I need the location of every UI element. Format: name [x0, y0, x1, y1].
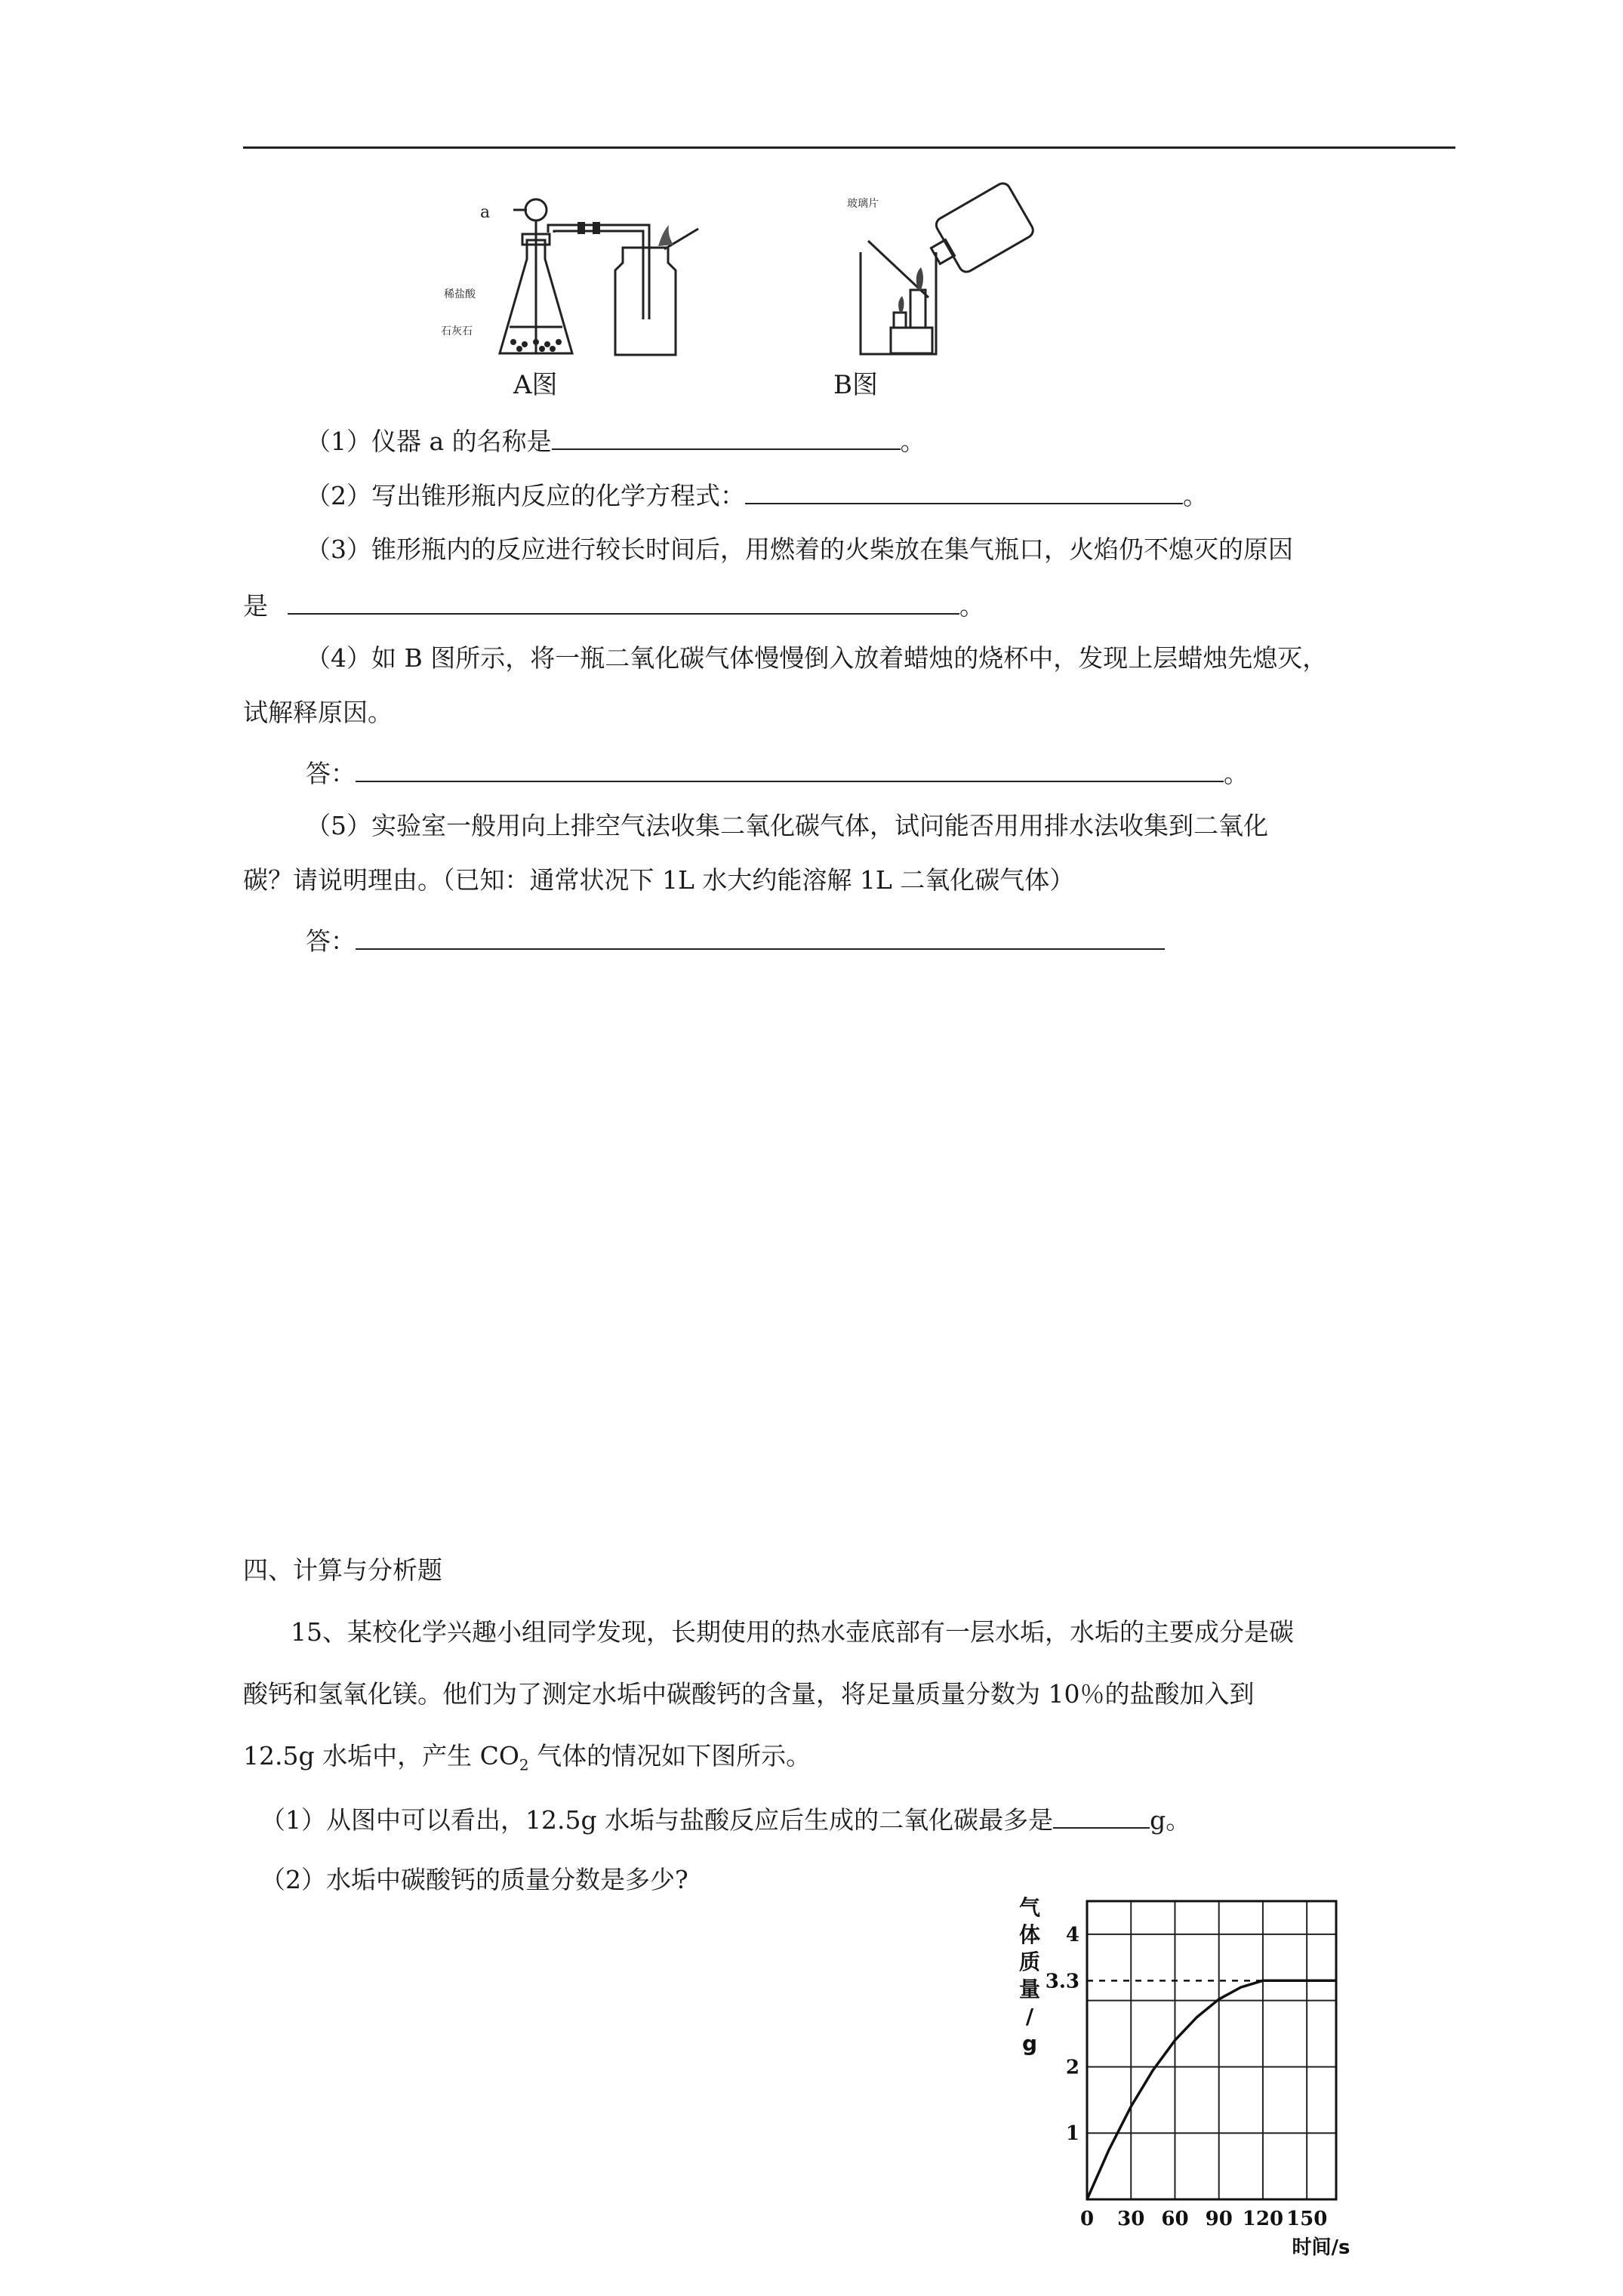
q5-answer-blank[interactable] — [356, 923, 1165, 950]
q5-line2: 碳？请说明理由。（已知：通常状况下 1L 水大约能溶解 1L 二氧化碳气体） — [243, 865, 1075, 895]
q4-line2: 试解释原因。 — [243, 698, 393, 727]
y-axis-label-char: 体 — [1018, 1922, 1041, 1947]
y-tick-label: 4 — [1065, 1923, 1079, 1946]
series-line-0 — [1087, 1980, 1336, 2199]
label-a: a — [480, 203, 491, 222]
plot-frame — [1087, 1901, 1336, 2199]
x-tick-label: 30 — [1117, 2208, 1145, 2230]
x-tick-label: 120 — [1242, 2208, 1284, 2230]
x-tick-label: 60 — [1161, 2208, 1189, 2230]
label-acid: 稀盐酸 — [444, 288, 476, 300]
y-axis-label-char: 量 — [1018, 1977, 1041, 2002]
x-tick-label: 90 — [1205, 2208, 1233, 2230]
figure-a-caption: A图 — [513, 370, 558, 400]
y-tick-label: 1 — [1065, 2122, 1079, 2146]
figure-b-beaker — [845, 184, 1027, 362]
q5-answer-label: 答： — [306, 926, 356, 956]
q2-text: （2）写出锥形瓶内反应的化学方程式： — [306, 481, 745, 510]
q15-line3-sub: 2 — [519, 1755, 529, 1774]
y-tick-label: 2 — [1065, 2056, 1079, 2079]
x-axis-label: 时间/s — [1292, 2236, 1350, 2259]
q2 — [306, 477, 1208, 513]
q15-line2: 酸钙和氢氧化镁。他们为了测定水垢中碳酸钙的含量，将足量质量分数为 10％的盐酸加入到 — [243, 1679, 1255, 1709]
q15-sub1-text: （1）从图中可以看出，12.5g 水垢与盐酸反应后生成的二氧化碳最多是 — [260, 1805, 1054, 1835]
q4-line1: （4）如 B 图所示，将一瓶二氧化碳气体慢慢倒入放着蜡烛的烧杯中，发现上层蜡烛先熄灭， — [306, 643, 1328, 673]
x-tick-label: 150 — [1286, 2208, 1328, 2230]
q2-answer-blank[interactable] — [745, 477, 1183, 504]
section4-title: 四、计算与分析题 — [243, 1555, 442, 1585]
co2-mass-chart — [1012, 1880, 1359, 2259]
q4-answer-label: 答： — [306, 759, 356, 788]
y-axis-label-char: 气 — [1018, 1895, 1041, 1920]
q15-line3-post: 气体的情况如下图所示。 — [528, 1741, 812, 1771]
q4-answer-blank[interactable] — [356, 755, 1224, 782]
y-axis-label-char: / — [1025, 2004, 1034, 2029]
y-tick-label: 3.3 — [1045, 1970, 1079, 1993]
q4-answer — [306, 755, 1249, 791]
q5-answer — [306, 923, 1165, 958]
q15-line3 — [243, 1740, 811, 1782]
q3-line2-start: 是 — [243, 591, 268, 621]
figure-a-apparatus — [438, 187, 717, 368]
y-axis-label-char: 质 — [1018, 1949, 1041, 1974]
q3-line1: （3）锥形瓶内的反应进行较长时间后，用燃着的火柴放在集气瓶口，火焰仍不熄灭的原因 — [306, 535, 1293, 564]
header-rule — [243, 146, 1455, 149]
q15-sub1 — [260, 1801, 1190, 1837]
q15-line1: 15、某校化学兴趣小组同学发现，长期使用的热水壶底部有一层水垢，水垢的主要成分是碳 — [291, 1617, 1294, 1647]
x-tick-label: 0 — [1079, 2208, 1095, 2230]
q5-line1: （5）实验室一般用向上排空气法收集二氧化碳气体，试问能否用用排水法收集到二氧化 — [306, 811, 1268, 840]
label-glass: 玻璃片 — [847, 198, 879, 210]
q15-sub1-end: g。 — [1150, 1805, 1191, 1835]
q3-answer-blank[interactable] — [288, 587, 959, 615]
q1-text: （1）仪器 a 的名称是 — [306, 427, 552, 456]
figure-b-caption: B图 — [833, 370, 878, 400]
q15-sub2: （2）水垢中碳酸钙的质量分数是多少? — [260, 1865, 688, 1894]
q1-end: 。 — [900, 427, 925, 456]
y-axis-label-char: g — [1021, 2031, 1038, 2056]
q2-end: 。 — [1183, 481, 1208, 510]
label-limestone: 石灰石 — [441, 325, 473, 337]
q1 — [306, 423, 925, 458]
q15-sub1-blank[interactable] — [1053, 1801, 1150, 1829]
q1-answer-blank[interactable] — [552, 423, 901, 450]
q3-end: 。 — [959, 591, 984, 621]
q3-line2 — [243, 587, 984, 623]
q15-line3-pre: 12.5g 水垢中，产生 CO — [243, 1741, 519, 1771]
q4-end: 。 — [1224, 759, 1249, 788]
